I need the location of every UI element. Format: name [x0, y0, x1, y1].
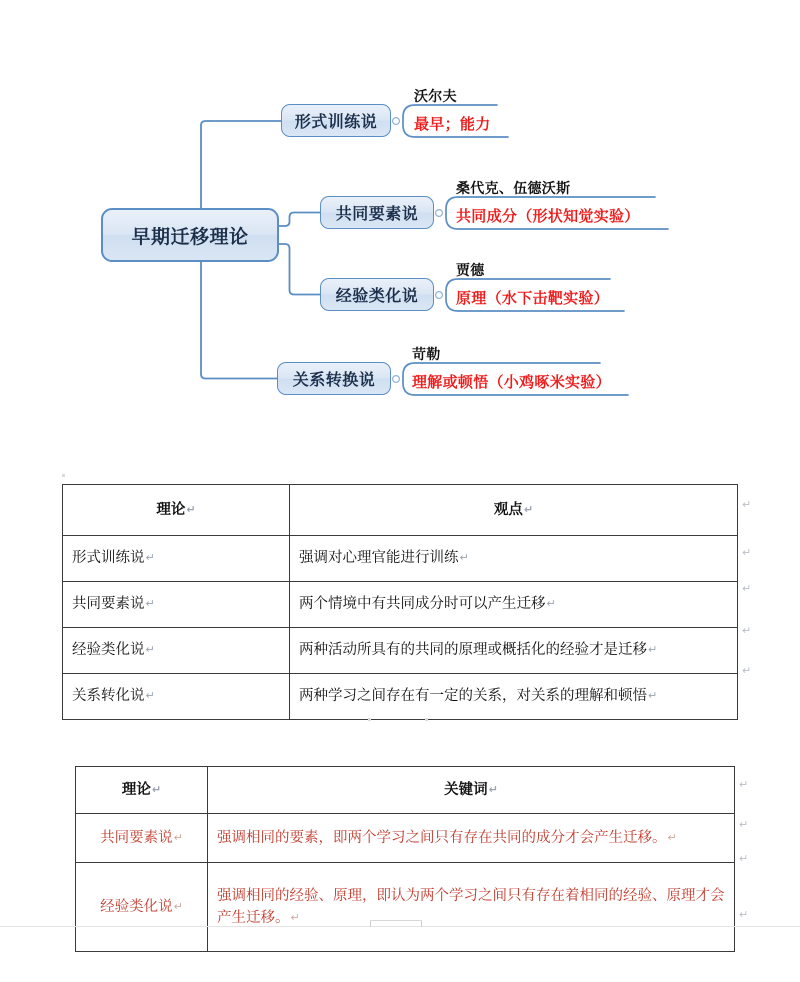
- mindmap-branch-node-formal-training[interactable]: 形式训练说: [281, 104, 391, 137]
- table-row: [63, 536, 738, 582]
- paragraph-mark: ↵: [186, 502, 196, 516]
- table2-cell-theory: 经验类化说↵: [76, 863, 208, 952]
- paragraph-mark-outside: ↵: [742, 664, 752, 677]
- paragraph-mark: ↵: [173, 830, 183, 844]
- paragraph-mark-outside: ↵: [742, 624, 752, 637]
- paragraph-mark: ↵: [459, 551, 469, 565]
- table1-cell-theory: 共同要素说↵: [63, 582, 290, 628]
- leaf-author-2: 贾德: [456, 263, 485, 279]
- paragraph-mark: ↵: [145, 551, 155, 565]
- paragraph-mark: ↵: [667, 830, 677, 844]
- paragraph-mark: ↵: [546, 597, 556, 611]
- mindmap-branch-node-experience-generalization[interactable]: 经验类化说: [320, 278, 434, 311]
- table1-header-theory: 理论↵: [63, 485, 290, 536]
- paragraph-mark: ↵: [145, 689, 155, 703]
- paragraph-mark-outside: ↵: [742, 582, 752, 595]
- paragraph-mark-outside: ↵: [739, 852, 749, 865]
- paragraph-mark: ↵: [290, 911, 300, 924]
- paragraph-mark: ↵: [145, 597, 155, 611]
- table1-cell-viewpoint: 两个情境中有共同成分时可以产生迁移↵: [290, 582, 738, 628]
- table1-cell-theory: 经验类化说↵: [63, 628, 290, 674]
- paragraph-mark: ↵: [173, 899, 183, 913]
- mindmap-diagram: [0, 0, 800, 440]
- paragraph-mark: ↵: [648, 643, 658, 657]
- leaf-detail-2: 原理（水下击靶实验）: [456, 289, 610, 307]
- connector-dots: [393, 118, 443, 383]
- connector-branch-1: [279, 213, 320, 227]
- mindmap-branch-node-relation-transformation[interactable]: 关系转换说: [277, 362, 391, 395]
- table2-header-keyword: 关键词↵: [208, 767, 735, 814]
- page-edge-artifact: [370, 920, 371, 927]
- paragraph-mark: ↵: [151, 782, 162, 796]
- page-edge-artifact: [370, 920, 422, 921]
- paragraph-mark-outside: ↵: [739, 778, 749, 791]
- page-edge-artifact: [0, 926, 800, 927]
- leaf-detail-3: 理解或顿悟（小鸡啄米实验）: [412, 373, 611, 391]
- paragraph-mark-outside: ↵: [739, 908, 749, 921]
- paragraph-mark: ↵: [523, 502, 534, 516]
- table-row: [63, 628, 738, 674]
- table2-cell-keyword: 强调相同的要素，即两个学习之间只有存在共同的成分才会产生迁移。↵: [208, 814, 735, 863]
- connector-dot-1: [436, 210, 443, 217]
- table1-cell-theory: 形式训练说↵: [63, 536, 290, 582]
- table2-cell-theory: 共同要素说↵: [76, 814, 208, 863]
- table1-cell-viewpoint: 强调对心理官能进行训练↵: [290, 536, 738, 582]
- table1-header-viewpoint: 观点↵: [290, 485, 738, 536]
- page-edge-artifact: [425, 718, 428, 721]
- theory-keyword-table: [75, 766, 735, 952]
- table-header-row: [76, 767, 735, 814]
- mindmap-root-node[interactable]: 早期迁移理论: [101, 208, 279, 262]
- table1-cell-theory: 关系转化说↵: [63, 674, 290, 720]
- paragraph-mark: ↵: [648, 689, 658, 703]
- leaf-author-0: 沃尔夫: [414, 89, 457, 105]
- leaf-brackets: [403, 105, 668, 395]
- leaf-detail-1: 共同成分（形状知觉实验）: [456, 207, 640, 225]
- paragraph-mark: ↵: [488, 782, 498, 796]
- connector-branch-2: [279, 244, 320, 295]
- paragraph-mark-outside: ↵: [742, 546, 752, 559]
- paragraph-mark-outside: ↵: [739, 818, 749, 831]
- leaf-author-1: 桑代克、伍德沃斯: [456, 181, 571, 197]
- table-row: [76, 863, 735, 952]
- table-row: [63, 582, 738, 628]
- table-row: [63, 674, 738, 720]
- page-edge-artifact: [368, 718, 371, 721]
- page-edge-artifact: [62, 474, 65, 477]
- paragraph-mark-outside: ↵: [742, 498, 752, 511]
- paragraph-mark: ↵: [145, 643, 155, 657]
- table-header-row: [63, 485, 738, 536]
- theory-viewpoint-table: [62, 484, 738, 720]
- table-row: [76, 814, 735, 863]
- leaf-author-3: 苛勒: [412, 347, 441, 363]
- connector-dot-2: [436, 292, 443, 299]
- table2-cell-keyword: 强调相同的经验、原理，即认为两个学习之间只有存在着相同的经验、原理才会产生迁移。↵: [208, 863, 735, 952]
- table1-cell-viewpoint: 两种活动所具有的共同的原理或概括化的经验才是迁移↵: [290, 628, 738, 674]
- table2-header-theory: 理论↵: [76, 767, 208, 814]
- page-edge-artifact: [421, 920, 422, 927]
- leaf-detail-0: 最早；能力: [414, 115, 491, 133]
- connector-dot-3: [393, 376, 400, 383]
- connector-dot-0: [393, 118, 400, 125]
- mindmap-branch-node-common-elements[interactable]: 共同要素说: [320, 196, 434, 229]
- table1-cell-viewpoint: 两种学习之间存在有一定的关系，对关系的理解和顿悟↵: [290, 674, 738, 720]
